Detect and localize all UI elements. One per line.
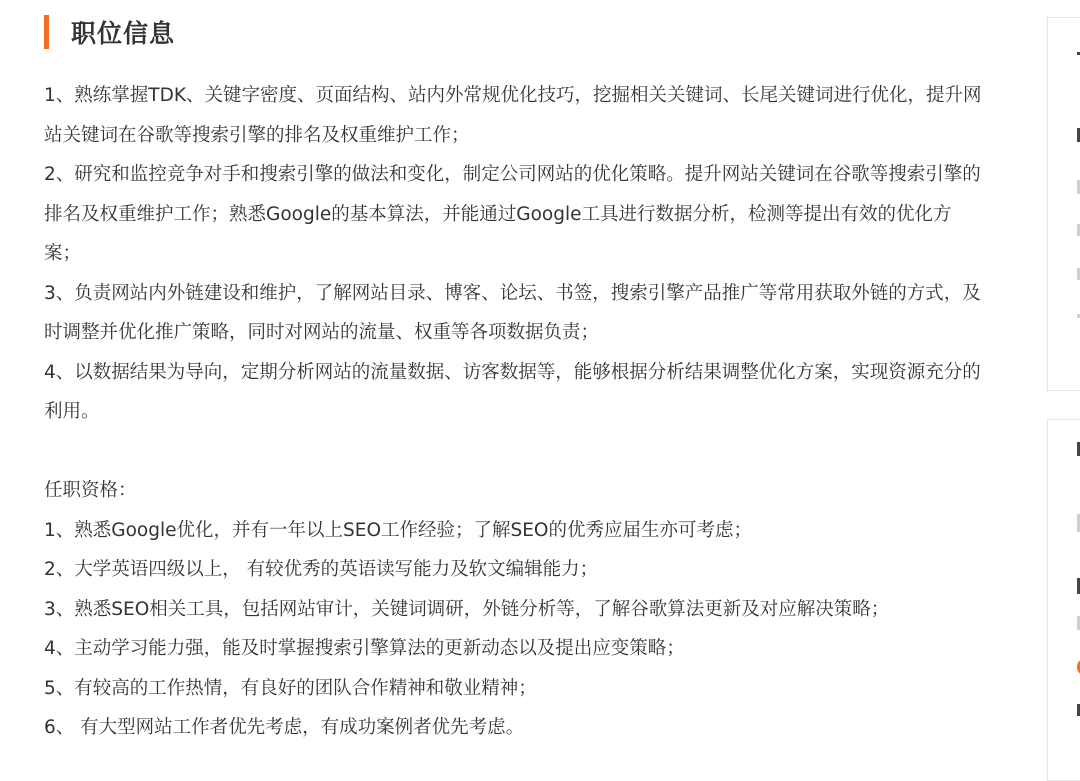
qualification-item-4: 4、主动学习能力强，能及时掌握搜索引擎算法的更新动态以及提出应变策略；	[44, 638, 685, 659]
qualification-item-1: 1、熟悉Google优化，并有一年以上SEO工作经验；了解SEO的优秀应届生亦可考虑；	[44, 519, 752, 541]
sidebar-card-top	[1047, 17, 1080, 391]
job-content	[44, 76, 984, 748]
responsibility-item-4: 4、以数据结果为导向，定期分析网站的流量数据、访客数据等，能够根据分析结果调整优化方案，实现资源充分的利用。	[44, 361, 981, 422]
section-accent-bar	[44, 15, 49, 49]
qualification-item-2: 2、大学英语四级以上， 有较优秀的英语读写能力及软文编辑能力；	[44, 559, 599, 580]
section-title: 职位信息	[71, 19, 176, 48]
section-header	[44, 14, 175, 50]
paragraph-spacer	[44, 432, 984, 472]
responsibility-item-1: 1、熟练掌握TDK、关键字密度、页面结构、站内外常规优化技巧，挖掘相关关键词、长尾关键词进行优化，提升网站关键词在谷歌等搜索引擎的排名及权重维护工作；	[44, 85, 982, 146]
qualifications-heading: 任职资格：	[44, 480, 137, 501]
sidebar-card-bottom	[1047, 419, 1080, 781]
responsibility-item-3: 3、负责网站内外链建设和维护，了解网站目录、博客、论坛、书签，搜索引擎产品推广等常用获取外链的方式，及时调整并优化推广策略，同时对网站的流量、权重等各项数据负责；	[44, 282, 981, 343]
qualification-item-6: 6、 有大型网站工作者优先考虑，有成功案例者优先考虑。	[44, 717, 525, 738]
qualification-item-3: 3、熟悉SEO相关工具，包括网站审计，关键词调研，外链分析等，了解谷歌算法更新及对应解决策略；	[44, 598, 890, 620]
qualification-item-5: 5、有较高的工作热情，有良好的团队合作精神和敬业精神；	[44, 677, 537, 699]
responsibility-item-2: 2、研究和监控竞争对手和搜索引擎的做法和变化，制定公司网站的优化策略。提升网站关键词在谷歌等搜索引擎的排名及权重维护工作；熟悉Google的基本算法，并能通过Google工具进行数据分析，检测等提出有效的优化方案；	[44, 164, 981, 264]
